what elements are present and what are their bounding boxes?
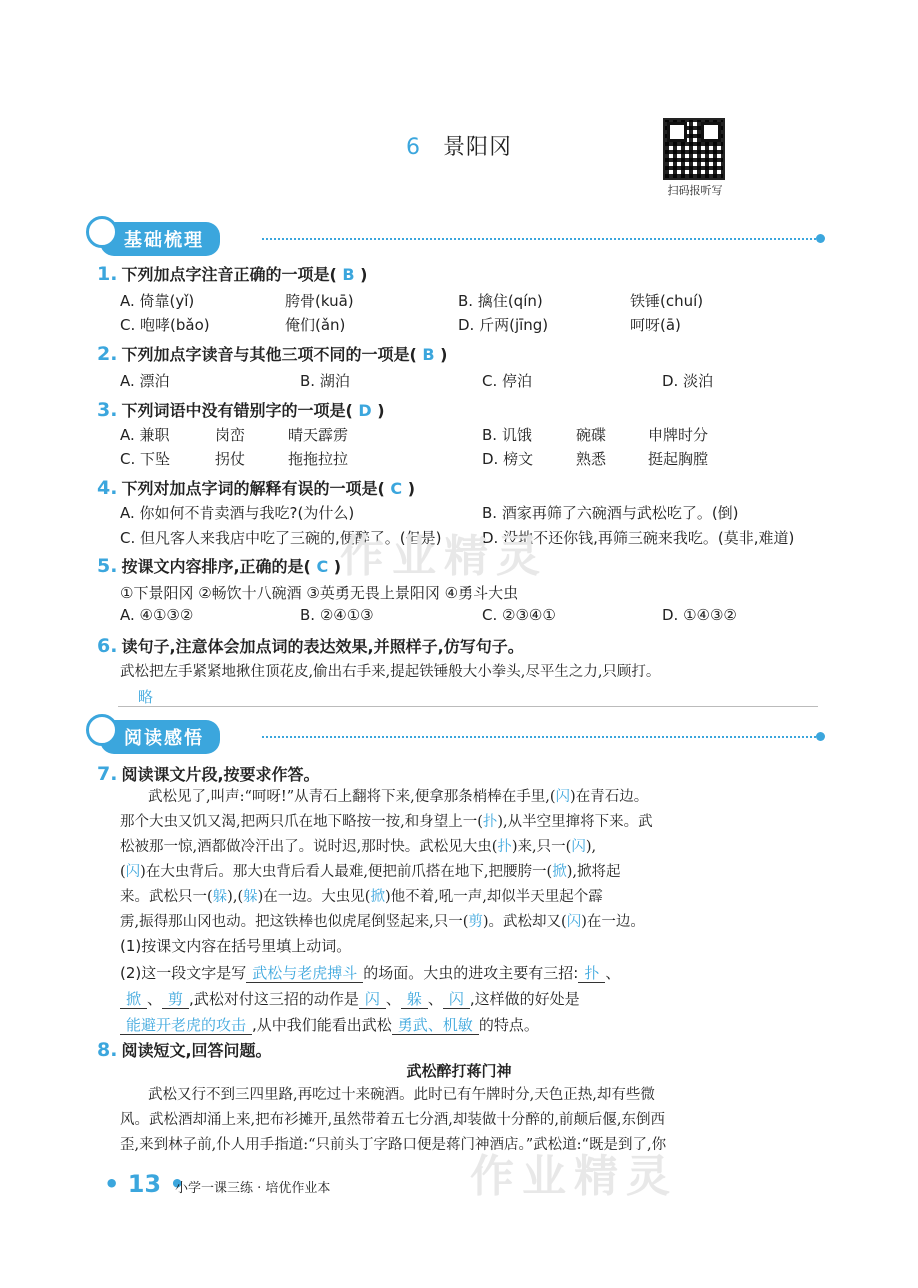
blank: 躲 — [243, 889, 258, 905]
reading-passage: 武松见了,叫声:“呵呀!”从青石上翻将下来,便拿那条梢棒在手里,(闪)在青石边。 那个大虫又饥又渴,把两只爪在地下略按一按,和身望上一(扑),从半空里撺将下来。武 松被那一惊,酒都做冷汗出了。说时迟,那时快。武松见大虫(扑)来,只一(闪), (闪)在大虫背后。那大虫背后看人最难,便把前爪搭在地下,把腰胯一(掀),掀将起 来。武松只一(躲),(躲)在一边。大虫见(掀)他不着,吼一声,却似半天里起个霹 雳,振得那山冈也动。把这铁棒也似虎尾倒竖起来,只一(剪)。武松却又(闪)在一边。 — [120, 789, 653, 930]
option: 铁锤(chuí) — [630, 292, 704, 310]
option: 拖拖拉拉 — [288, 450, 349, 468]
option: D. 榜文 — [482, 450, 534, 468]
blank: 扑 — [482, 814, 498, 830]
blank: 武松与老虎搏斗 — [246, 964, 363, 983]
page-number: • 13 • — [104, 1170, 185, 1198]
answer: C — [390, 479, 403, 498]
divider-dot — [816, 234, 825, 243]
option: C. 咆哮(bǎo) — [120, 316, 210, 334]
lesson-title: 景阳冈 — [442, 135, 512, 160]
option: D. 没地不还你钱,再筛三碗来我吃。(莫非,难道) — [482, 529, 795, 547]
option: 挺起胸膛 — [648, 450, 709, 468]
lesson-number: 6 — [405, 135, 421, 160]
blank: 扑 — [497, 839, 512, 855]
option: B. ②④①③ — [300, 606, 374, 624]
passage-title: 武松醉打蒋门神 — [406, 1062, 512, 1080]
option: A. 你如何不肯卖酒与我吃?(为什么) — [120, 504, 355, 522]
blank: 闪 — [359, 990, 386, 1009]
option: B. 酒家再筛了六碗酒与武松吃了。(倒) — [482, 504, 739, 522]
blank: 躲 — [401, 990, 428, 1009]
blank: 勇武、机敏 — [392, 1016, 479, 1035]
question-5: 5. 按课文内容排序,正确的是( C ) — [97, 555, 342, 577]
example-sentence: 武松把左手紧紧地揪住顶花皮,偷出右手来,提起铁锤般大小拳头,尽平生之力,只顾打。 — [120, 664, 661, 680]
option: D. ①④③② — [662, 606, 737, 624]
answer: B — [422, 345, 435, 364]
section-title: 阅读感悟 — [124, 728, 204, 749]
section-divider — [262, 736, 820, 738]
blank: 闪 — [443, 990, 470, 1009]
blank: 躲 — [212, 889, 228, 905]
section-divider — [262, 238, 820, 240]
option: 呵呀(ā) — [630, 316, 681, 334]
qr-label: 扫码报听写 — [667, 184, 723, 197]
blank: 闪 — [125, 864, 141, 880]
question-4: 4. 下列对加点字词的解释有误的一项是( C ) — [97, 477, 415, 499]
question-6: 6. 读句子,注意体会加点词的表达效果,并照样子,仿写句子。 — [97, 635, 524, 657]
option: C. 下坠 — [120, 450, 171, 468]
question-3: 3. 下列词语中没有错别字的一项是( D ) — [97, 399, 385, 421]
answer: B — [342, 265, 355, 284]
option: 俺们(ǎn) — [285, 316, 346, 334]
blank: 闪 — [566, 914, 582, 930]
option: B. 讥饿 — [482, 426, 532, 444]
book-title: 小学一课三练 · 培优作业本 — [175, 1181, 331, 1196]
option: 胯骨(kuā) — [285, 292, 354, 310]
answer-line — [118, 706, 818, 707]
section-title: 基础梳理 — [124, 230, 204, 251]
option: A. 漂泊 — [120, 372, 170, 390]
blank: 剪 — [162, 990, 189, 1009]
blank: 掀 — [120, 990, 147, 1009]
answer: 略 — [138, 688, 154, 706]
divider-dot — [816, 732, 825, 741]
question-1: 1. 下列加点字注音正确的一项是( B ) — [97, 263, 368, 285]
option: 熟悉 — [576, 450, 607, 468]
option: A. ④①③② — [120, 606, 194, 624]
question-7: 7. 阅读课文片段,按要求作答。 — [97, 763, 320, 785]
watermark: 作业精灵 — [340, 531, 548, 582]
question-8: 8. 阅读短文,回答问题。 — [97, 1039, 272, 1061]
option: C. 停泊 — [482, 372, 533, 390]
section-header-reading — [100, 720, 220, 754]
sub-question-1: (1)按课文内容在括号里填上动词。 — [120, 937, 352, 955]
section-pill — [100, 720, 220, 754]
clock-icon — [86, 714, 118, 746]
qr-code-icon[interactable] — [663, 118, 725, 180]
blank: 能避开老虎的攻击 — [120, 1016, 252, 1035]
option: C. 但凡客人来我店中吃了三碗的,便醉了。(但是) — [120, 529, 442, 547]
blank: 剪 — [468, 914, 483, 930]
option: A. 兼职 — [120, 426, 170, 444]
option: C. ②③④① — [482, 606, 556, 624]
option: D. 淡泊 — [662, 372, 714, 390]
option: B. 湖泊 — [300, 372, 350, 390]
sequence-items: ①下景阳冈 ②畅饮十八碗酒 ③英勇无畏上景阳冈 ④勇斗大虫 — [120, 584, 519, 602]
option: 岗峦 — [215, 426, 246, 444]
option: 拐仗 — [215, 450, 246, 468]
sub-question-2: (2)这一段文字是写 武松与老虎搏斗 的场面。大虫的进攻主要有三招: 扑 、 掀 、 剪 ,武松对付这三招的动作是 闪 、 躲 、 闪 ,这样做的好处是 能避开老虎的攻击 ,从中我们能看出武松 勇武、机敏 的特点。 — [120, 964, 621, 1034]
blank: 掀 — [552, 864, 567, 880]
option: 晴天霹雳 — [288, 426, 349, 444]
section-pill — [100, 222, 220, 256]
option: B. 擒住(qín) — [458, 292, 543, 310]
answer: D — [358, 401, 372, 420]
blank: 闪 — [571, 839, 586, 855]
page-title — [0, 130, 918, 161]
blank: 闪 — [555, 789, 571, 805]
answer: C — [316, 557, 329, 576]
clock-icon — [86, 216, 118, 248]
blank: 掀 — [370, 889, 385, 905]
blank: 扑 — [578, 964, 605, 983]
section-header-basic — [100, 222, 220, 256]
reading-passage-2: 武松又行不到三四里路,再吃过十来碗酒。此时已有午牌时分,天色正热,却有些微 风。武松酒却涌上来,把布衫摊开,虽然带着五七分酒,却装做十分醉的,前颠后偃,东倒西 歪,来到林子前,仆人用手指道:“只前头丁字路口便是蒋门神酒店。”武松道:“既是到了,你 — [120, 1087, 667, 1153]
option: 碗碟 — [576, 426, 607, 444]
option: 申牌时分 — [648, 426, 709, 444]
question-2: 2. 下列加点字读音与其他三项不同的一项是( B ) — [97, 343, 448, 365]
option: A. 倚靠(yǐ) — [120, 292, 195, 310]
option: D. 斤两(jīng) — [458, 316, 549, 334]
watermark: 作业精灵 — [470, 1151, 678, 1202]
